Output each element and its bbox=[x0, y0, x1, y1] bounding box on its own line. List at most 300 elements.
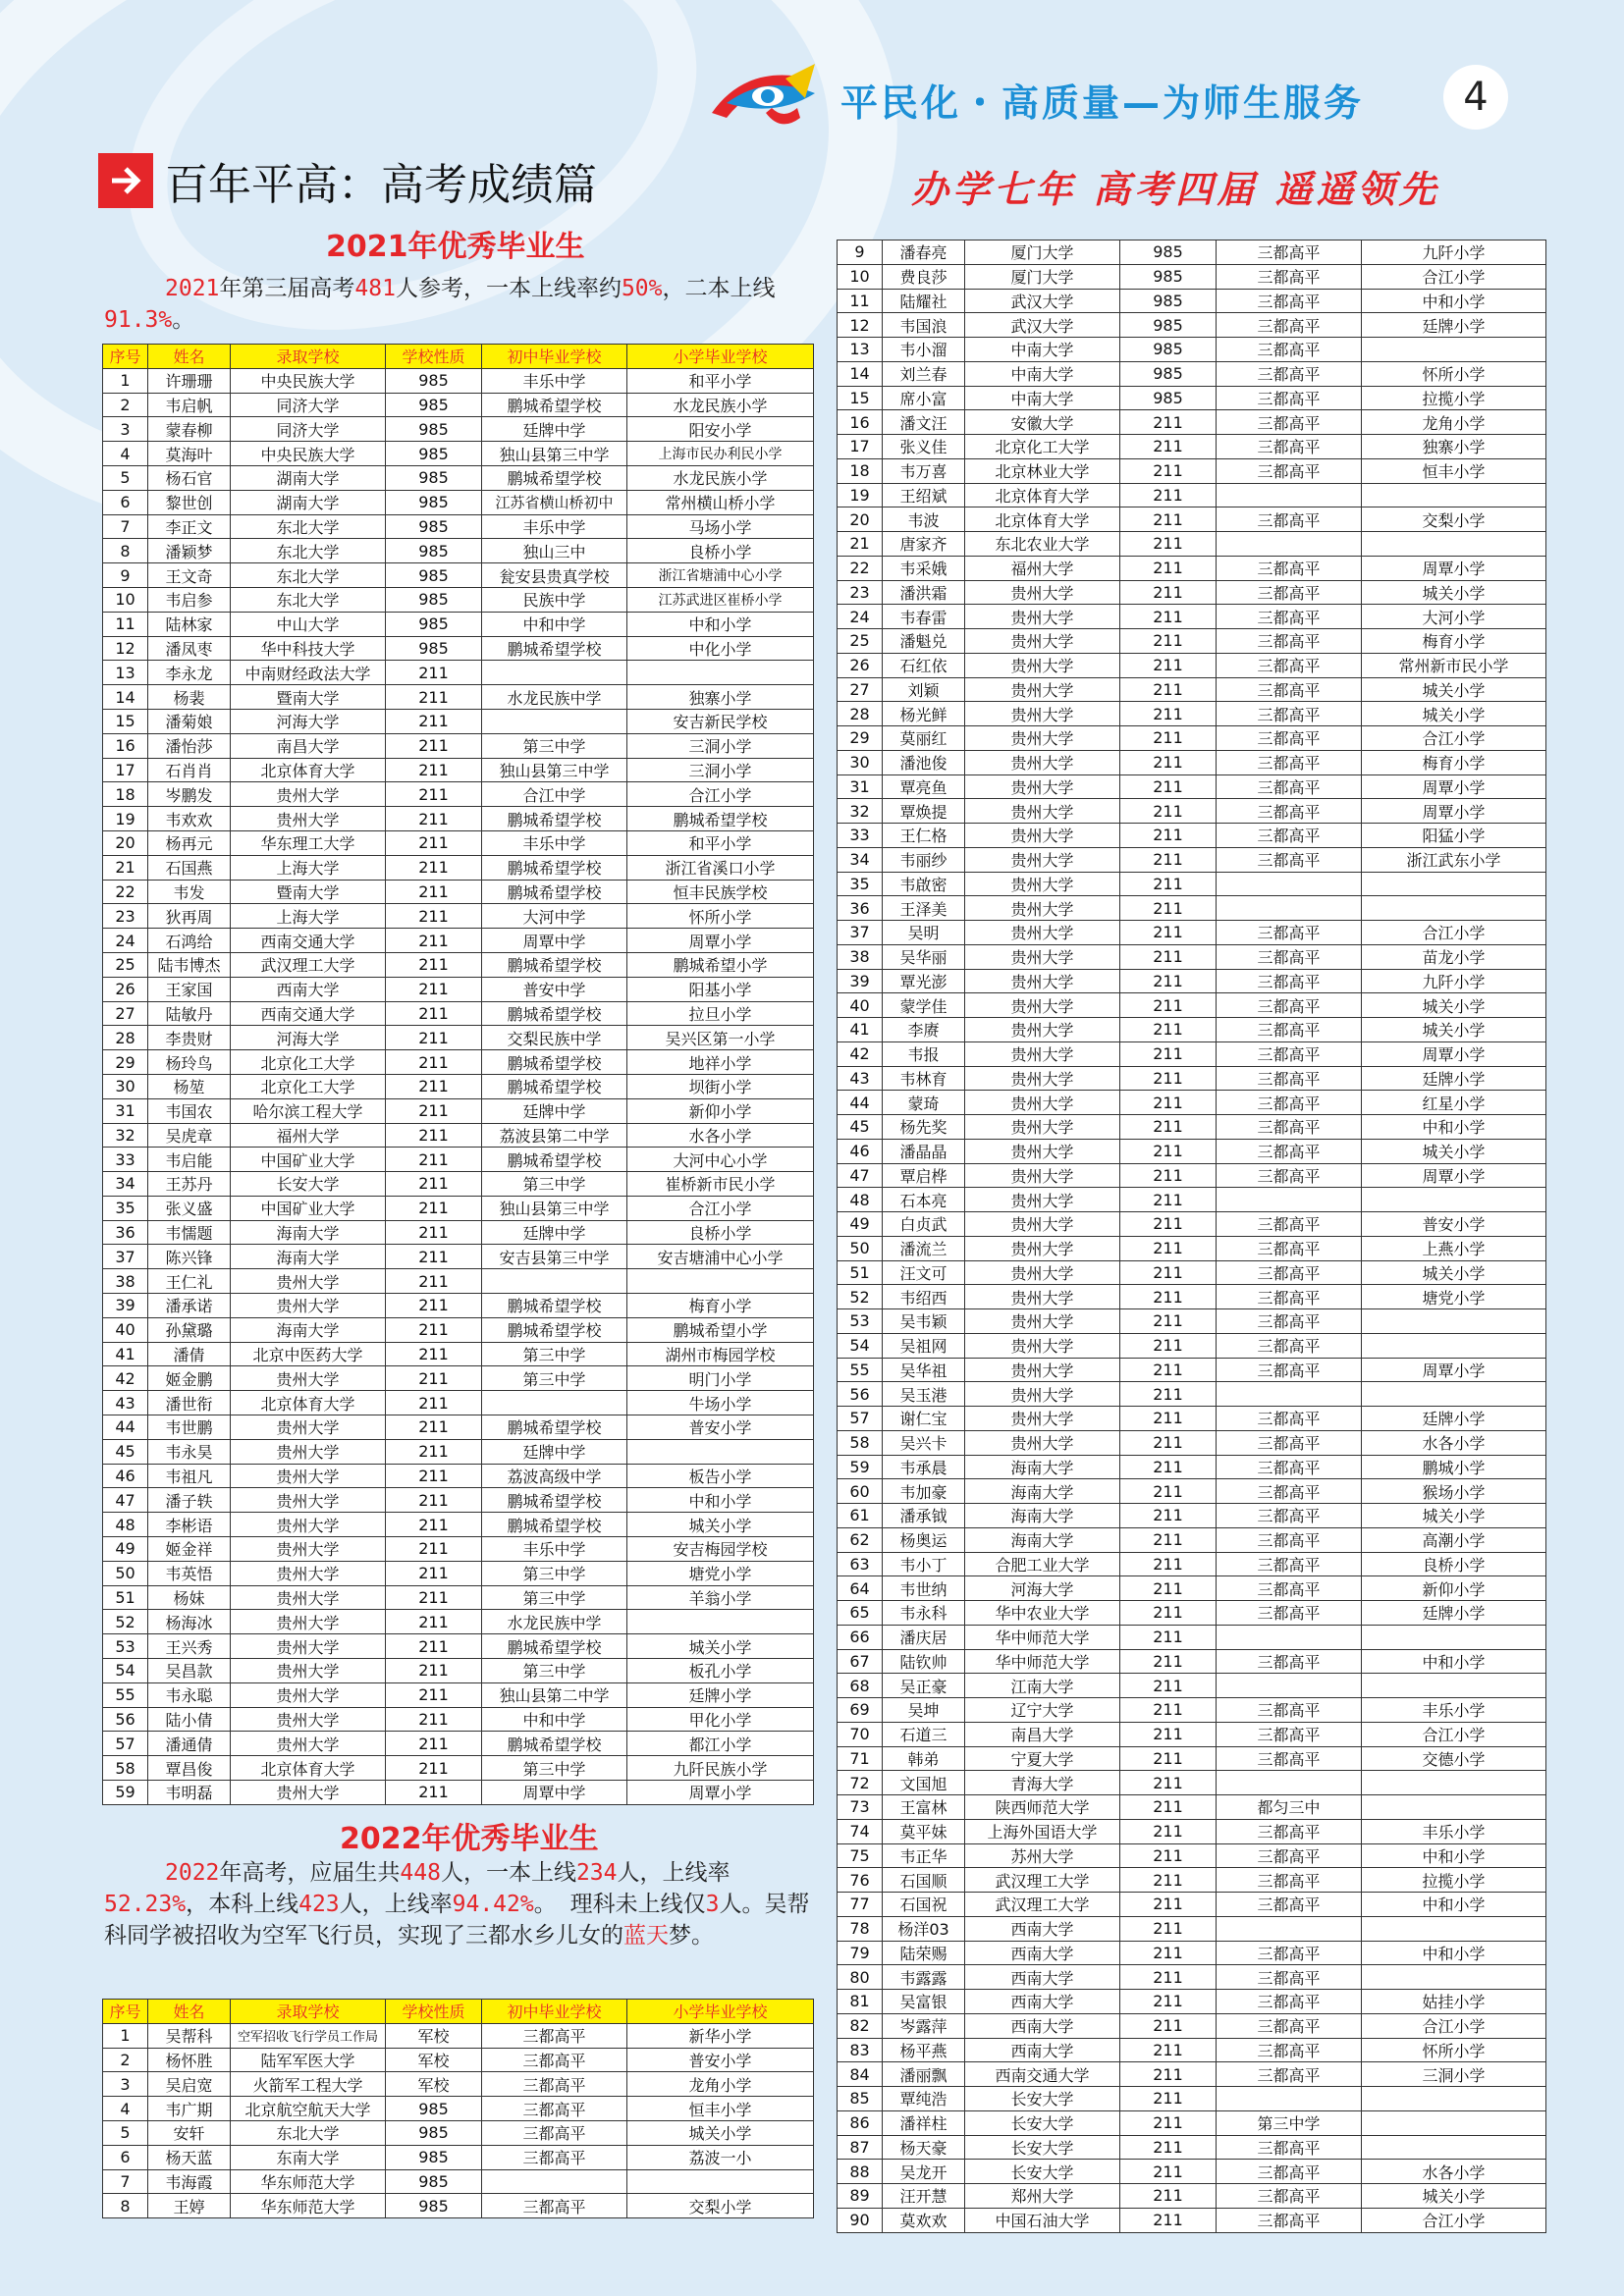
cell-primary-school: 城关小学 bbox=[1362, 993, 1546, 1018]
intro-text: 50% bbox=[621, 276, 663, 301]
cell-index: 21 bbox=[103, 855, 148, 880]
cell-school-type: 985 bbox=[386, 393, 482, 417]
cell-name: 杨玲鸟 bbox=[148, 1050, 231, 1075]
intro-text: 234 bbox=[575, 1860, 618, 1886]
cell-middle-school: 三都高平 bbox=[1217, 1309, 1362, 1334]
column-header-middle-school: 初中毕业学校 bbox=[482, 345, 627, 369]
cell-university: 贵州大学 bbox=[965, 1382, 1120, 1407]
cell-university: 华中师范大学 bbox=[965, 1649, 1120, 1674]
cell-index: 2 bbox=[103, 2048, 148, 2072]
cell-primary-school: 中和小学 bbox=[627, 612, 814, 636]
cell-index: 67 bbox=[838, 1649, 883, 1674]
cell-primary-school: 水各小学 bbox=[627, 1123, 814, 1148]
cell-index: 74 bbox=[838, 1819, 883, 1843]
table-row bbox=[103, 1245, 814, 1269]
cell-middle-school: 三都高平 bbox=[482, 2023, 627, 2048]
cell-index: 40 bbox=[103, 1317, 148, 1342]
cell-middle-school: 三都高平 bbox=[1217, 338, 1362, 362]
cell-middle-school: 三都高平 bbox=[1217, 410, 1362, 435]
cell-school-type: 211 bbox=[1120, 702, 1217, 726]
table-row bbox=[838, 556, 1546, 580]
cell-middle-school: 水龙民族中学 bbox=[482, 1610, 627, 1634]
cell-name: 韦永科 bbox=[883, 1601, 965, 1626]
cell-primary-school: 周覃小学 bbox=[1362, 1163, 1546, 1188]
cell-name: 潘池俊 bbox=[883, 750, 965, 774]
cell-university: 海南大学 bbox=[965, 1527, 1120, 1552]
cell-primary-school: 红星小学 bbox=[1362, 1091, 1546, 1115]
cell-index: 62 bbox=[838, 1527, 883, 1552]
table-row bbox=[838, 1041, 1546, 1066]
cell-middle-school: 廷牌中学 bbox=[482, 1098, 627, 1123]
table-2021 bbox=[102, 344, 814, 1805]
table-row bbox=[838, 605, 1546, 629]
cell-primary-school: 阳猛小学 bbox=[1362, 824, 1546, 848]
cell-index: 66 bbox=[838, 1625, 883, 1649]
cell-primary-school: 中和小学 bbox=[1362, 1941, 1546, 1965]
cell-primary-school: 城关小学 bbox=[627, 2120, 814, 2145]
cell-index: 68 bbox=[838, 1674, 883, 1698]
table-row bbox=[838, 1746, 1546, 1771]
cell-name: 李永龙 bbox=[148, 661, 231, 685]
cell-middle-school: 丰乐中学 bbox=[482, 514, 627, 539]
cell-university: 东南大学 bbox=[231, 2145, 386, 2169]
cell-primary-school: 合江小学 bbox=[627, 782, 814, 807]
cell-name: 吴虎章 bbox=[148, 1123, 231, 1148]
cell-middle-school: 三都高平 bbox=[1217, 1868, 1362, 1893]
cell-primary-school: 恒丰小学 bbox=[1362, 458, 1546, 483]
cell-name: 潘怡莎 bbox=[148, 733, 231, 758]
cell-university: 贵州大学 bbox=[965, 824, 1120, 848]
cell-name: 杨先奖 bbox=[883, 1115, 965, 1140]
cell-school-type: 211 bbox=[386, 1439, 482, 1464]
cell-school-type: 211 bbox=[1120, 1066, 1217, 1091]
table-row bbox=[103, 830, 814, 855]
cell-primary-school: 湖州市梅园学校 bbox=[627, 1342, 814, 1366]
cell-index: 34 bbox=[838, 847, 883, 872]
cell-primary-school: 板孔小学 bbox=[627, 1659, 814, 1683]
cell-index: 5 bbox=[103, 465, 148, 490]
cell-school-type: 211 bbox=[1120, 1941, 1217, 1965]
page-header bbox=[707, 59, 1591, 137]
cell-primary-school bbox=[1362, 1625, 1546, 1649]
table-row bbox=[103, 1610, 814, 1634]
cell-university: 贵州大学 bbox=[965, 944, 1120, 969]
cell-university: 东北大学 bbox=[231, 587, 386, 612]
cell-index: 7 bbox=[103, 514, 148, 539]
cell-name: 潘颖梦 bbox=[148, 539, 231, 563]
cell-school-type: 211 bbox=[1120, 1041, 1217, 1066]
cell-name: 杨天蓝 bbox=[148, 2145, 231, 2169]
cell-middle-school: 三都高平 bbox=[1217, 1746, 1362, 1771]
cell-primary-school: 水龙民族小学 bbox=[627, 393, 814, 417]
cell-middle-school: 三都高平 bbox=[1217, 702, 1362, 726]
table-row bbox=[838, 1091, 1546, 1115]
cell-primary-school: 浙江省塘浦中心小学 bbox=[627, 563, 814, 588]
cell-university: 福州大学 bbox=[965, 556, 1120, 580]
cell-university: 东北大学 bbox=[231, 563, 386, 588]
cell-university: 武汉大学 bbox=[965, 289, 1120, 313]
cell-index: 29 bbox=[103, 1050, 148, 1075]
cell-name: 潘春亮 bbox=[883, 240, 965, 265]
cell-school-type: 211 bbox=[1120, 532, 1217, 557]
cell-name: 潘庆居 bbox=[883, 1625, 965, 1649]
cell-school-type: 211 bbox=[1120, 1455, 1217, 1479]
table-row bbox=[838, 1916, 1546, 1941]
cell-name: 吴昌款 bbox=[148, 1659, 231, 1683]
cell-primary-school: 明门小学 bbox=[627, 1366, 814, 1391]
cell-university: 贵州大学 bbox=[965, 1285, 1120, 1309]
table-row bbox=[103, 2194, 814, 2218]
table-row bbox=[103, 417, 814, 442]
cell-primary-school: 安吉新民学校 bbox=[627, 709, 814, 733]
cell-middle-school: 三都高平 bbox=[1217, 1843, 1362, 1868]
cell-university: 贵州大学 bbox=[231, 1294, 386, 1318]
cell-university: 贵州大学 bbox=[965, 1430, 1120, 1455]
cell-university: 海南大学 bbox=[231, 1245, 386, 1269]
cell-middle-school: 周覃中学 bbox=[482, 929, 627, 953]
cell-name: 石国燕 bbox=[148, 855, 231, 880]
cell-middle-school: 鹏城希望学校 bbox=[482, 1074, 627, 1098]
table-row bbox=[838, 1309, 1546, 1334]
intro-text: 94.42% bbox=[452, 1892, 534, 1917]
cell-index: 85 bbox=[838, 2087, 883, 2111]
cell-name: 韦启能 bbox=[148, 1148, 231, 1172]
cell-university: 西南大学 bbox=[965, 1990, 1120, 2014]
cell-index: 53 bbox=[838, 1309, 883, 1334]
table-row bbox=[838, 799, 1546, 824]
cell-name: 吴正豪 bbox=[883, 1674, 965, 1698]
cell-index: 37 bbox=[838, 921, 883, 945]
cell-name: 王苏丹 bbox=[148, 1172, 231, 1197]
cell-index: 41 bbox=[838, 1018, 883, 1042]
cell-school-type: 211 bbox=[386, 1659, 482, 1683]
cell-school-type: 211 bbox=[1120, 1843, 1217, 1868]
cell-primary-school bbox=[1362, 1795, 1546, 1820]
cell-primary-school: 城关小学 bbox=[1362, 1018, 1546, 1042]
cell-school-type: 211 bbox=[1120, 2087, 1217, 2111]
cell-middle-school: 三都高平 bbox=[1217, 799, 1362, 824]
cell-middle-school: 鹏城希望学校 bbox=[482, 880, 627, 904]
cell-university: 贵州大学 bbox=[965, 1066, 1120, 1091]
cell-school-type: 211 bbox=[1120, 435, 1217, 459]
heading-2021: 2021年优秀毕业生 bbox=[326, 230, 585, 264]
cell-school-type: 211 bbox=[386, 782, 482, 807]
cell-index: 15 bbox=[103, 709, 148, 733]
cell-school-type: 211 bbox=[1120, 1430, 1217, 1455]
cell-name: 刘兰春 bbox=[883, 361, 965, 386]
cell-primary-school: 合江小学 bbox=[1362, 264, 1546, 289]
cell-index: 73 bbox=[838, 1795, 883, 1820]
cell-school-type: 211 bbox=[386, 1026, 482, 1050]
cell-middle-school: 独山县第三中学 bbox=[482, 1196, 627, 1220]
cell-index: 34 bbox=[103, 1172, 148, 1197]
cell-university: 贵州大学 bbox=[965, 896, 1120, 921]
cell-school-type: 211 bbox=[386, 880, 482, 904]
cell-primary-school: 板告小学 bbox=[627, 1464, 814, 1488]
cell-school-type: 211 bbox=[1120, 2062, 1217, 2087]
cell-name: 韦世鹏 bbox=[148, 1415, 231, 1440]
cell-university: 贵州大学 bbox=[965, 872, 1120, 896]
cell-index: 42 bbox=[103, 1366, 148, 1391]
cell-school-type: 211 bbox=[1120, 410, 1217, 435]
table-row bbox=[838, 2087, 1546, 2111]
cell-middle-school: 第三中学 bbox=[1217, 2110, 1362, 2135]
cell-name: 韦露露 bbox=[883, 1965, 965, 1990]
cell-school-type: 211 bbox=[1120, 1965, 1217, 1990]
table-row bbox=[103, 1317, 814, 1342]
cell-middle-school: 三都高平 bbox=[1217, 361, 1362, 386]
cell-school-type: 211 bbox=[1120, 1260, 1217, 1285]
cell-primary-school: 良桥小学 bbox=[627, 1220, 814, 1245]
table-row bbox=[103, 1585, 814, 1610]
cell-primary-school: 水各小学 bbox=[1362, 2160, 1546, 2184]
cell-school-type: 211 bbox=[1120, 1674, 1217, 1698]
cell-primary-school: 浙江省溪口小学 bbox=[627, 855, 814, 880]
cell-university: 北京体育大学 bbox=[231, 1391, 386, 1415]
table-row bbox=[103, 1074, 814, 1098]
cell-primary-school: 周覃小学 bbox=[1362, 1041, 1546, 1066]
cell-middle-school: 安吉县第三中学 bbox=[482, 1245, 627, 1269]
cell-middle-school: 三都高平 bbox=[482, 2072, 627, 2097]
cell-school-type: 211 bbox=[1120, 1163, 1217, 1188]
cell-name: 岑露萍 bbox=[883, 2013, 965, 2038]
cell-primary-school: 周覃小学 bbox=[1362, 556, 1546, 580]
cell-name: 吴启宽 bbox=[148, 2072, 231, 2097]
cell-primary-school: 城关小学 bbox=[1362, 1260, 1546, 1285]
cell-index: 57 bbox=[838, 1407, 883, 1431]
cell-school-type: 211 bbox=[386, 1537, 482, 1562]
cell-index: 23 bbox=[838, 580, 883, 605]
cell-school-type: 211 bbox=[1120, 824, 1217, 848]
cell-primary-school: 城关小学 bbox=[1362, 2184, 1546, 2209]
cell-name: 王家国 bbox=[148, 977, 231, 1001]
cell-index: 78 bbox=[838, 1916, 883, 1941]
cell-name: 王仁礼 bbox=[148, 1269, 231, 1294]
table-row bbox=[838, 1066, 1546, 1091]
cell-school-type: 211 bbox=[1120, 1868, 1217, 1893]
table-row bbox=[838, 1382, 1546, 1407]
cell-school-type: 211 bbox=[1120, 2184, 1217, 2209]
cell-index: 22 bbox=[103, 880, 148, 904]
cell-middle-school: 丰乐中学 bbox=[482, 1537, 627, 1562]
cell-middle-school: 三都高平 bbox=[1217, 1504, 1362, 1528]
cell-name: 石肖肖 bbox=[148, 758, 231, 782]
cell-university: 安徽大学 bbox=[965, 410, 1120, 435]
cell-index: 80 bbox=[838, 1965, 883, 1990]
cell-school-type: 985 bbox=[1120, 264, 1217, 289]
cell-index: 39 bbox=[838, 969, 883, 993]
cell-primary-school: 恒丰民族学校 bbox=[627, 880, 814, 904]
cell-index: 18 bbox=[103, 782, 148, 807]
cell-university: 西南大学 bbox=[231, 977, 386, 1001]
cell-index: 35 bbox=[103, 1196, 148, 1220]
cell-school-type: 211 bbox=[386, 904, 482, 929]
cell-name: 覃光澎 bbox=[883, 969, 965, 993]
table-row bbox=[838, 1333, 1546, 1358]
cell-name: 韩弟 bbox=[883, 1746, 965, 1771]
table-row bbox=[838, 1576, 1546, 1601]
cell-primary-school bbox=[1362, 1188, 1546, 1212]
cell-name: 潘承钺 bbox=[883, 1504, 965, 1528]
cell-name: 陆敏丹 bbox=[148, 1001, 231, 1026]
cell-index: 49 bbox=[103, 1537, 148, 1562]
cell-name: 潘流兰 bbox=[883, 1236, 965, 1260]
cell-university: 北京体育大学 bbox=[965, 507, 1120, 532]
cell-university: 贵州大学 bbox=[965, 1188, 1120, 1212]
cell-middle-school: 三都高平 bbox=[1217, 2184, 1362, 2209]
table-row bbox=[103, 1123, 814, 1148]
table-row bbox=[103, 1196, 814, 1220]
table-row bbox=[838, 2013, 1546, 2038]
cell-index: 53 bbox=[103, 1634, 148, 1659]
table-row bbox=[103, 1220, 814, 1245]
table-2021-continued bbox=[837, 240, 1546, 2233]
cell-middle-school: 合江中学 bbox=[482, 782, 627, 807]
cell-name: 韦林育 bbox=[883, 1066, 965, 1091]
cell-name: 吴祖网 bbox=[883, 1333, 965, 1358]
table-row bbox=[838, 264, 1546, 289]
table-row bbox=[838, 896, 1546, 921]
cell-index: 42 bbox=[838, 1041, 883, 1066]
cell-school-type: 985 bbox=[386, 587, 482, 612]
intro-text: 人，上线率 bbox=[339, 1892, 453, 1917]
table-row bbox=[838, 532, 1546, 557]
table-row bbox=[103, 2145, 814, 2169]
cell-primary-school bbox=[1362, 1382, 1546, 1407]
cell-index: 36 bbox=[103, 1220, 148, 1245]
cell-primary-school bbox=[627, 1439, 814, 1464]
cell-university: 中国矿业大学 bbox=[231, 1148, 386, 1172]
cell-university: 北京体育大学 bbox=[231, 758, 386, 782]
cell-school-type: 985 bbox=[386, 368, 482, 393]
table-row bbox=[103, 1464, 814, 1488]
cell-name: 韦永昊 bbox=[148, 1439, 231, 1464]
cell-primary-school: 和平小学 bbox=[627, 830, 814, 855]
cell-index: 16 bbox=[103, 733, 148, 758]
cell-name: 刘颖 bbox=[883, 677, 965, 702]
cell-school-type: 985 bbox=[386, 442, 482, 466]
cell-primary-school: 江苏武进区崔桥小学 bbox=[627, 587, 814, 612]
cell-primary-school: 苗龙小学 bbox=[1362, 944, 1546, 969]
cell-university: 贵州大学 bbox=[231, 1269, 386, 1294]
cell-primary-school: 普安小学 bbox=[627, 1415, 814, 1440]
cell-middle-school: 三都高平 bbox=[1217, 1430, 1362, 1455]
cell-school-type: 211 bbox=[1120, 847, 1217, 872]
cell-middle-school: 交梨民族中学 bbox=[482, 1026, 627, 1050]
cell-middle-school: 三都高平 bbox=[1217, 1066, 1362, 1091]
table-row bbox=[838, 774, 1546, 799]
cell-school-type: 985 bbox=[1120, 289, 1217, 313]
table-row bbox=[838, 653, 1546, 677]
cell-university: 华东师范大学 bbox=[231, 2194, 386, 2218]
cell-middle-school: 鹏城希望学校 bbox=[482, 393, 627, 417]
table-row bbox=[838, 1504, 1546, 1528]
cell-index: 52 bbox=[838, 1285, 883, 1309]
cell-middle-school: 三都高平 bbox=[1217, 313, 1362, 338]
cell-middle-school: 第三中学 bbox=[482, 1659, 627, 1683]
table-row bbox=[103, 514, 814, 539]
cell-index: 24 bbox=[103, 929, 148, 953]
cell-university: 海南大学 bbox=[965, 1455, 1120, 1479]
table-row bbox=[838, 2184, 1546, 2209]
cell-name: 陆小倩 bbox=[148, 1707, 231, 1732]
cell-index: 1 bbox=[103, 2023, 148, 2048]
table-row bbox=[838, 1430, 1546, 1455]
cell-primary-school: 城关小学 bbox=[1362, 702, 1546, 726]
table-row bbox=[838, 1601, 1546, 1626]
cell-index: 32 bbox=[103, 1123, 148, 1148]
cell-middle-school bbox=[1217, 1382, 1362, 1407]
cell-index: 48 bbox=[838, 1188, 883, 1212]
column-header-name: 姓名 bbox=[148, 2000, 231, 2024]
table-row bbox=[838, 410, 1546, 435]
cell-name: 狄再周 bbox=[148, 904, 231, 929]
cell-university: 合肥工业大学 bbox=[965, 1552, 1120, 1576]
cell-school-type: 211 bbox=[386, 1781, 482, 1805]
cell-index: 19 bbox=[103, 807, 148, 831]
cell-index: 6 bbox=[103, 2145, 148, 2169]
cell-school-type: 211 bbox=[1120, 580, 1217, 605]
cell-name: 杨平燕 bbox=[883, 2038, 965, 2062]
cell-university: 中国矿业大学 bbox=[231, 1196, 386, 1220]
cell-name: 蒙琦 bbox=[883, 1091, 965, 1115]
cell-university: 贵州大学 bbox=[965, 1091, 1120, 1115]
cell-school-type: 985 bbox=[386, 2145, 482, 2169]
cell-primary-school: 阳安小学 bbox=[627, 417, 814, 442]
table-row bbox=[103, 1391, 814, 1415]
cell-name: 韦小溜 bbox=[883, 338, 965, 362]
column-header-name: 姓名 bbox=[148, 345, 231, 369]
table-row bbox=[838, 872, 1546, 896]
cell-middle-school: 荔波高级中学 bbox=[482, 1464, 627, 1488]
cell-school-type: 211 bbox=[1120, 653, 1217, 677]
cell-index: 26 bbox=[103, 977, 148, 1001]
cell-index: 16 bbox=[838, 410, 883, 435]
cell-university: 中南财经政法大学 bbox=[231, 661, 386, 685]
intro-text: ，二本上线 bbox=[662, 276, 776, 301]
cell-primary-school: 三洞小学 bbox=[627, 758, 814, 782]
cell-index: 18 bbox=[838, 458, 883, 483]
cell-university: 贵州大学 bbox=[231, 1488, 386, 1513]
cell-index: 9 bbox=[838, 240, 883, 265]
cell-index: 71 bbox=[838, 1746, 883, 1771]
cell-university: 贵州大学 bbox=[965, 1212, 1120, 1237]
cell-name: 席小富 bbox=[883, 386, 965, 410]
table-row bbox=[838, 1552, 1546, 1576]
cell-middle-school: 廷牌中学 bbox=[482, 1439, 627, 1464]
cell-school-type: 211 bbox=[386, 1391, 482, 1415]
cell-primary-school: 城关小学 bbox=[1362, 1139, 1546, 1163]
cell-index: 31 bbox=[838, 774, 883, 799]
cell-middle-school: 三都高平 bbox=[1217, 2062, 1362, 2087]
cell-index: 13 bbox=[103, 661, 148, 685]
cell-primary-school bbox=[1362, 1333, 1546, 1358]
cell-middle-school: 三都高平 bbox=[1217, 969, 1362, 993]
table-row bbox=[838, 1965, 1546, 1990]
cell-index: 52 bbox=[103, 1610, 148, 1634]
cell-name: 陆耀社 bbox=[883, 289, 965, 313]
cell-university: 长安大学 bbox=[965, 2160, 1120, 2184]
cell-index: 7 bbox=[103, 2169, 148, 2194]
cell-primary-school: 新仰小学 bbox=[1362, 1576, 1546, 1601]
cell-primary-school: 梅育小学 bbox=[627, 1294, 814, 1318]
cell-middle-school: 三都高平 bbox=[1217, 386, 1362, 410]
cell-university: 西南大学 bbox=[965, 1965, 1120, 1990]
table-row bbox=[103, 1050, 814, 1075]
cell-name: 李正文 bbox=[148, 514, 231, 539]
cell-primary-school: 廷牌小学 bbox=[627, 1682, 814, 1707]
cell-name: 韦报 bbox=[883, 1041, 965, 1066]
